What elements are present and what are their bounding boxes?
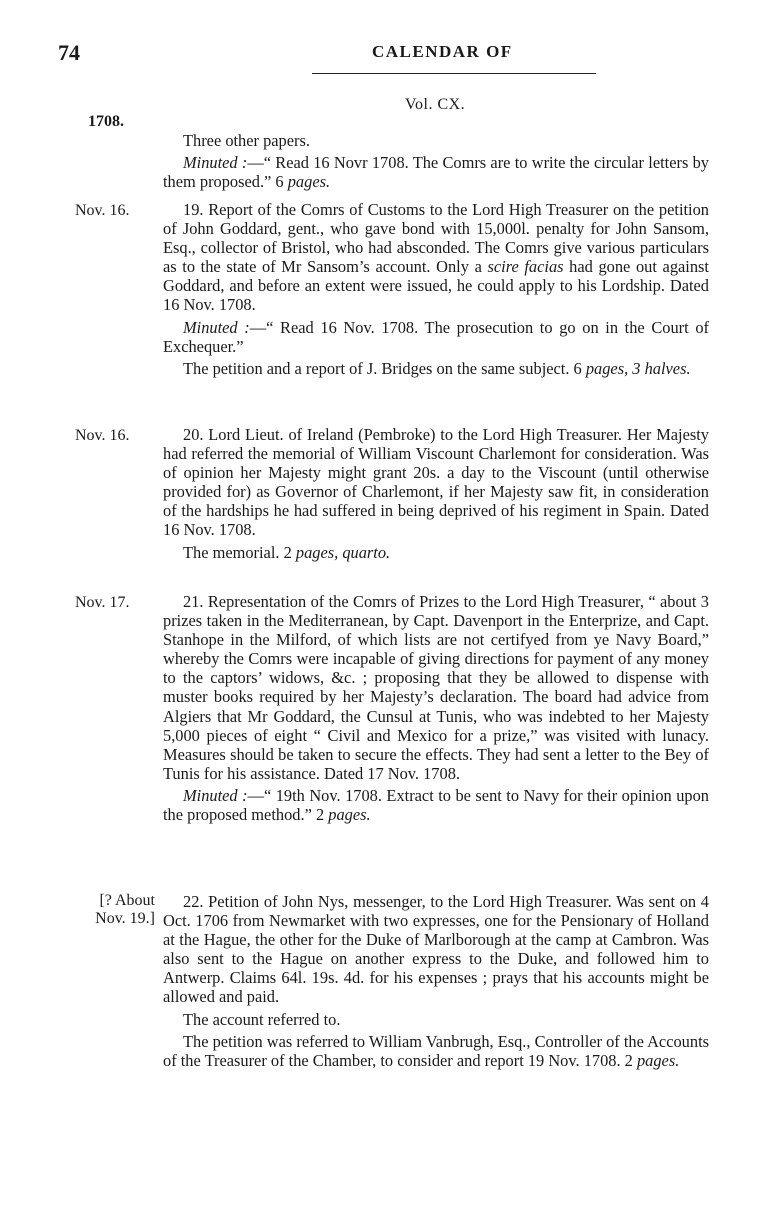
italic-text: pages, 3 halves.	[585, 358, 691, 378]
paragraph	[163, 1032, 709, 1070]
paragraph	[163, 786, 709, 824]
italic-text: pages, quarto.	[295, 542, 391, 562]
paragraph	[163, 592, 709, 783]
page-number: 74	[58, 40, 80, 65]
paragraph	[163, 359, 709, 378]
entry-block	[163, 892, 709, 1073]
running-head: CALENDAR OF	[372, 42, 513, 61]
paragraph	[163, 318, 709, 356]
text-segment: Three other papers.	[183, 131, 310, 150]
entry-block	[163, 425, 709, 565]
text-segment: had gone out against Goddard, and before an extent were issued, he could apply to his Lordship. Dated 16 Nov. 1708.	[163, 257, 709, 315]
paragraph	[163, 153, 709, 191]
entry-date: Nov. 16.	[75, 202, 130, 219]
volume-heading: Vol. CX.	[405, 96, 466, 113]
year-margin: 1708.	[88, 113, 124, 130]
paragraph	[163, 892, 709, 1007]
entry-block	[163, 200, 709, 381]
italic-text: pages.	[287, 172, 331, 192]
italic-text: pages.	[636, 1050, 680, 1070]
italic-text: pages.	[328, 805, 371, 825]
paragraph	[163, 1010, 709, 1029]
text-segment: —“ Read 16 Novr 1708. The Comrs are to write the circular letters by them proposed.” 6	[163, 153, 709, 192]
text-segment: The account referred to.	[183, 1009, 341, 1029]
entry-block	[163, 131, 709, 194]
italic-text: Minuted :	[183, 317, 250, 337]
text-segment: The memorial. 2	[183, 542, 296, 562]
italic-text: scire facias	[487, 257, 564, 277]
text-segment: The petition was referred to William Vanbrugh, Esq., Controller of the Accounts of the Treasurer of the Chamber, to consider and report 19 Nov. 1708. 2	[163, 1031, 709, 1070]
text-segment: 19. Report of the Comrs of Customs to the Lord High Treasurer on the petition of John Goddard, gent., who gave bond with 15,000l. penalty for John Sansom, Esq., collector of Bristol, who had absconded. The Comrs give various particulars as to the state of Mr Sansom’s account. Only a	[163, 200, 709, 277]
paragraph	[163, 543, 709, 562]
entry-date: Nov. 16.	[75, 427, 130, 444]
italic-text: Minuted :	[183, 785, 248, 805]
text-segment: —“ 19th Nov. 1708. Extract to be sent to Navy for their opinion upon the proposed method.” 2	[163, 785, 709, 825]
entry-block	[163, 592, 709, 827]
text-segment: 20. Lord Lieut. of Ireland (Pembroke) to the Lord High Treasurer. Her Majesty had referred the memorial of William Viscount Charlemont for consideration. Was of opinion her Majesty might grant 20s. a day to the Viscount (until otherwise provided for) as Governor of Charlemont, if her Majesty saw fit, in consideration of the hardships he had suffered in being deprived of his regiment in Spain. Dated 16 Nov. 1708.	[163, 425, 709, 540]
text-segment: 21. Representation of the Comrs of Prizes to the Lord High Treasurer, “ about 3 prizes taken in the Mediterranean, by Capt. Davenport in the Enterprize, and Capt. Stanhope in the Milford, of which lists are not certifyed from ye Navy Board,” whereby the Comrs were incapable of giving directions for payment of any money to the captors’ widows, &c. ; proposing that they be allowed to dispense with muster books required by her Majesty’s declaration. The board had advice from Algiers that Mr Goddard, the Cunsul at Tunis, who was indebted to her Majesty 5,000 pieces of eight “ Civil and Mexico for a prize,” was visited with lunacy. Measures should be taken to secure the effects. They had sent a letter to the Bey of Tunis for his assistance. Dated 17 Nov. 1708.	[163, 592, 709, 783]
paragraph	[163, 131, 709, 150]
paragraph	[163, 425, 709, 540]
entry-date: [? About Nov. 19.]	[95, 892, 155, 927]
header-rule	[312, 73, 596, 74]
text-segment: —“ Read 16 Nov. 1708. The prosecution to go on in the Court of Exchequer.”	[163, 317, 709, 356]
text-segment: The petition and a report of J. Bridges on the same subject. 6	[183, 358, 586, 378]
paragraph	[163, 200, 709, 315]
text-segment: 22. Petition of John Nys, messenger, to the Lord High Treasurer. Was sent on 4 Oct. 1706 from Newmarket with two expresses, one for the Pensionary of Holland at the Hague, the other for the Duke of Marlborough at the camp at Cambron. Was also sent to the Hague on another express to the Duke, and followed him to Antwerp. Claims 64l. 19s. 4d. for his expenses ; prays that his accounts might be allowed and paid.	[163, 892, 709, 1007]
entry-date: Nov. 17.	[75, 594, 130, 611]
italic-text: Minuted :	[183, 153, 248, 173]
